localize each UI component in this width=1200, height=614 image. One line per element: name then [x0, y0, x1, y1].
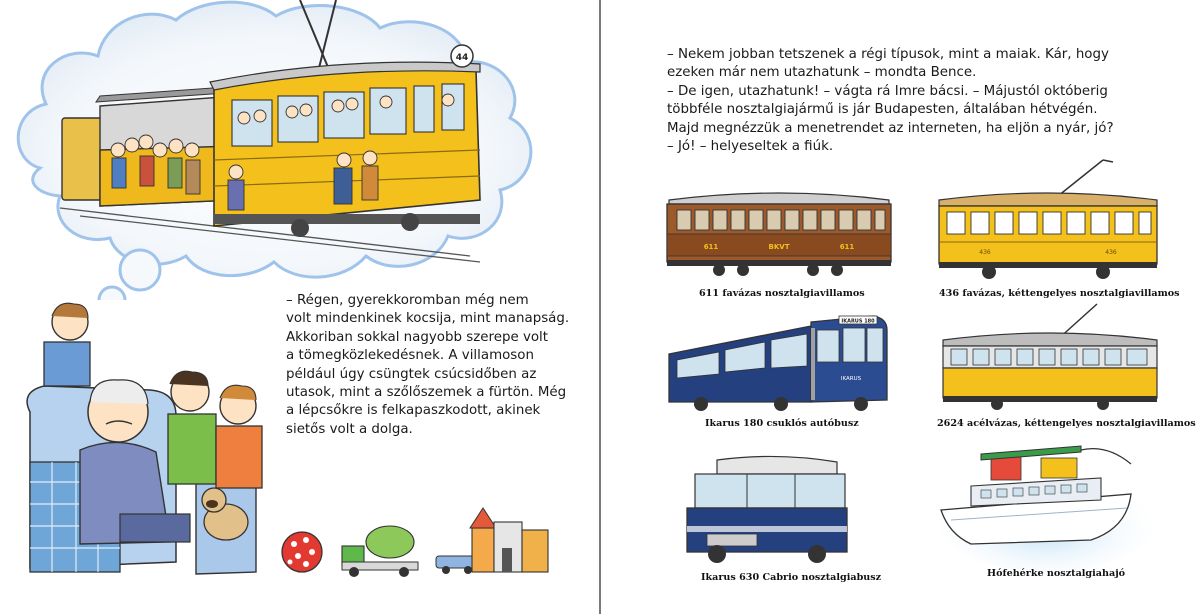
right-story-text	[667, 46, 1167, 156]
caption-bus-ikarus-630: Ikarus 630 Cabrio nosztalgiabusz	[701, 572, 882, 583]
bus-180-destination-sign: IKARUS 180	[841, 318, 875, 325]
story-line: – Jó! – helyeseltek a fiúk.	[667, 139, 834, 155]
boy-orange-shirt	[216, 385, 262, 488]
left-story-text	[286, 292, 586, 439]
story-line: többféle nosztalgiajármű is jár Budapesten, általában hétvégén.	[667, 102, 1098, 118]
story-line: – Régen, gyerekkoromban még nem	[286, 293, 529, 308]
boy-on-armchair-back	[44, 303, 90, 386]
story-line: például úgy csüngtek csúcsidőben az	[286, 366, 537, 382]
toy-castle	[470, 508, 548, 572]
story-line: ezeken már nem utazhatunk – mondta Bence.	[667, 65, 977, 81]
toys-illustration	[276, 500, 576, 614]
caption-tram-2624: 2624 acélvázas, kéttengelyes nosztalgiavillamos	[937, 418, 1196, 429]
toy-cement-truck	[342, 526, 418, 577]
tram-611-plate-mid: BKVT	[768, 243, 790, 251]
caption-tram-436: 436 favázas, kéttengelyes nosztalgiavillamos	[939, 288, 1180, 299]
bus-ikarus-630-illustration	[677, 450, 857, 568]
tram-436-plate-left: 436	[979, 249, 991, 256]
tram-route-number: 44	[455, 53, 469, 63]
ship-hofeherke-illustration	[931, 424, 1161, 574]
story-line: volt mindenkinek kocsija, mint manapság.	[286, 311, 570, 327]
story-line: sietős volt a dolga.	[286, 421, 413, 437]
story-line: a lépcsőkre is felkapaszkodott, akinek	[286, 403, 541, 419]
caption-tram-611: 611 favázas nosztalgiavillamos	[699, 288, 865, 299]
caption-bus-ikarus-180: Ikarus 180 csuklós autóbusz	[705, 418, 859, 429]
tram-2624-illustration	[937, 300, 1163, 414]
thought-cloud-illustration	[0, 0, 599, 300]
toy-car	[436, 556, 476, 574]
polka-dot-ball	[282, 532, 322, 572]
story-line: – Nekem jobban tetszenek a régi típusok, mint a maiak. Kár, hogy	[667, 47, 1109, 62]
left-page	[0, 0, 599, 614]
story-line: – De igen, utazhatunk! – vágta rá Imre bácsi. – Májustól októberig	[667, 83, 1108, 99]
tram-611-plate-right: 611	[839, 243, 855, 251]
story-line: utasok, mint a szőlőszemek a fürtön. Még	[286, 385, 567, 401]
tram-611-illustration	[649, 182, 909, 282]
story-line: a tömegközlekedésnek. A villamoson	[286, 348, 534, 364]
bus-ikarus-180-illustration	[661, 310, 901, 414]
story-line: Majd megnézzük a menetrendet az interneten, ha eljön a nyár, jó?	[667, 120, 1114, 136]
bus-180-brand: IKARUS	[840, 376, 862, 382]
right-page	[601, 0, 1200, 614]
family-armchair-illustration	[0, 282, 300, 614]
tram-611-plate-left: 611	[703, 243, 719, 251]
story-line: Akkoriban sokkal nagyobb szerepe volt	[286, 329, 549, 345]
tram-436-plate-right: 436	[1105, 249, 1117, 256]
tram-436-illustration	[933, 150, 1163, 282]
caption-ship-hofeherke: Hófehérke nosztalgiahajó	[987, 568, 1126, 579]
boy-green-shirt	[168, 371, 216, 484]
